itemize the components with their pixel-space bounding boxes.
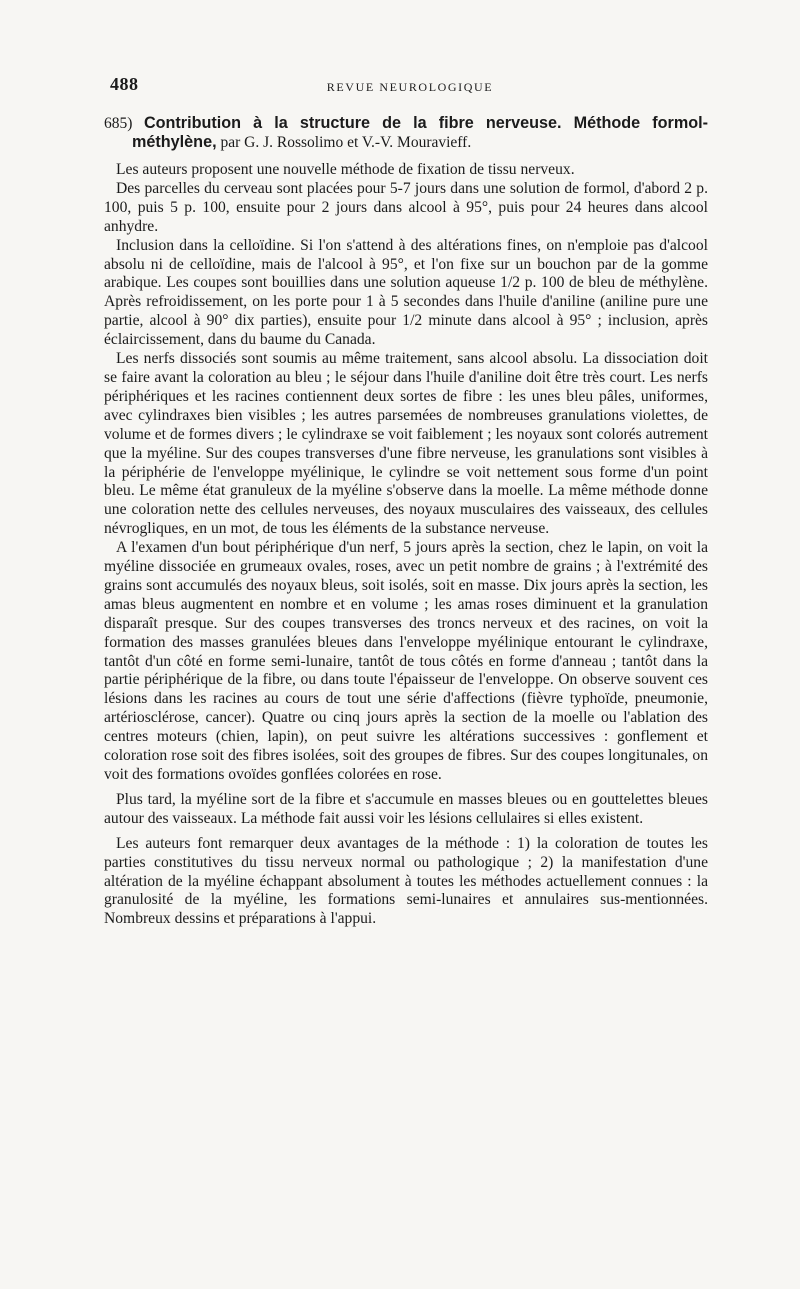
paragraph-fixation: Des parcelles du cerveau sont placées pour 5-7 jours dans une solution de formol, d'abord 2 p. 100, puis 5 p. 100, ensuite pour 2 jours dans alcool à 95°, puis pour 24 heures dans alcool anhydre. xyxy=(104,179,708,235)
paragraph-examination: A l'examen d'un bout périphérique d'un nerf, 5 jours après la section, chez le lapin, on voit la myéline dissociée en grumeaux ovales, roses, avec un petit nombre de grains ; à l'extrémité des grains sont accumulés des noyaux bleus, soit isolés, soit en masse. Dix jours après la section, les amas bleus augmentent en nombre et en volume ; les amas roses diminuent et la granulation disparaît presque. Sur des coupes transverses des troncs nerveux et des racines, on voit la formation des masses granulées bleues dans l'enveloppe myélinique entourant le cylindraxe, tantôt d'un côté en forme semi-lunaire, tantôt de tous côtés en forme d'anneau ; tantôt dans la partie périphérique de la fibre, ou dans toute l'épaisseur de l'enveloppe. On observe souvent ces lésions dans les racines au cours de tout une série d'affections (fièvre typhoïde, pneumonie, artériosclérose, cancer). Quatre ou cinq jours après la section de la moelle ou l'ablation des centres moteurs (chien, lapin), on peut suivre les altérations successives : gonflement et coloration rose soit des fibres isolées, soit des groupes de fibres. Sur des coupes longitunales, on voit des formations ovoïdes gonflées colorées en rose. xyxy=(104,539,708,783)
paragraph-later: Plus tard, la myéline sort de la fibre et s'accumule en masses bleues ou en gouttelettes bleues autour des vaisseaux. La méthode fait aussi voir les lésions cellulaires si elles existent. xyxy=(104,790,708,827)
paragraph-inclusion: Inclusion dans la celloïdine. Si l'on s'attend à des altérations fines, on n'emploie pas d'alcool absolu ni de celloïdine, mais de l'alcool à 95°, et l'on fixe sur un bouchon par de la gomme arabique. Les coupes sont bouillies dans une solution aqueuse 1/2 p. 100 de bleu de méthylène. Après refroidissement, on les porte pour 1 à 5 secondes dans l'huile d'aniline (aniline pure une partie, alcool à 90° dix parties), ensuite pour 1/2 minute dans alcool à 95° ; inclusion, après éclaircissement, dans du baume du Canada. xyxy=(104,236,708,349)
paragraph-advantages: Les auteurs font remarquer deux avantages de la méthode : 1) la coloration de toutes les parties constitutives du tissu nerveux normal ou pathologique ; 2) la manifestation d'une altération de la myéline échappant absolument à toutes les méthodes actuellement connues : la granulosité de la myéline, les formations semi-lunaires et annulaires sus-mentionnées. Nombreux dessins et préparations à l'appui. xyxy=(104,834,708,928)
running-title: REVUE NEUROLOGIQUE xyxy=(326,80,494,94)
paragraph-intro: Les auteurs proposent une nouvelle méthode de fixation de tissu nerveux. xyxy=(116,161,575,178)
page-number: 488 xyxy=(110,74,139,94)
article-authors: par G. J. Rossolimo et V.-V. Mouravieff. xyxy=(220,134,472,151)
paragraph-dissociated-nerves: Les nerfs dissociés sont soumis au même traitement, sans alcool absolu. La dissociation doit se faire avant la coloration au bleu ; le séjour dans l'huile d'aniline doit être très court. Les nerfs périphériques et les racines contiennent deux sortes de fibre : les unes bleu pâles, uniformes, avec cylindraxes bien visibles ; les autres parsemées de nombreuses granulations violettes, de volume et de formes divers ; le cylindraxe se voit faiblement ; les noyaux sont colorés autrement que la myéline. Sur des coupes transverses d'une fibre nerveuse, les granulations sont visibles à la périphérie de l'enveloppe myélinique, le cylindre se voit nettement sous forme d'un point bleu. Le même état granuleux de la myéline s'observe dans la moelle. La même méthode donne une coloration nette des cellules nerveuses, des noyaux musculaires des vaisseaux, des cellules névrogliques, en un mot, de tous les éléments de la substance nerveuse. xyxy=(104,350,708,538)
article-heading xyxy=(104,114,708,152)
article xyxy=(104,114,708,929)
article-title: Contribution à la structure de la fibre nerveuse. Méthode formol-méthylène, xyxy=(132,114,708,151)
article-number: 685) xyxy=(104,115,133,132)
page-header xyxy=(110,74,710,98)
